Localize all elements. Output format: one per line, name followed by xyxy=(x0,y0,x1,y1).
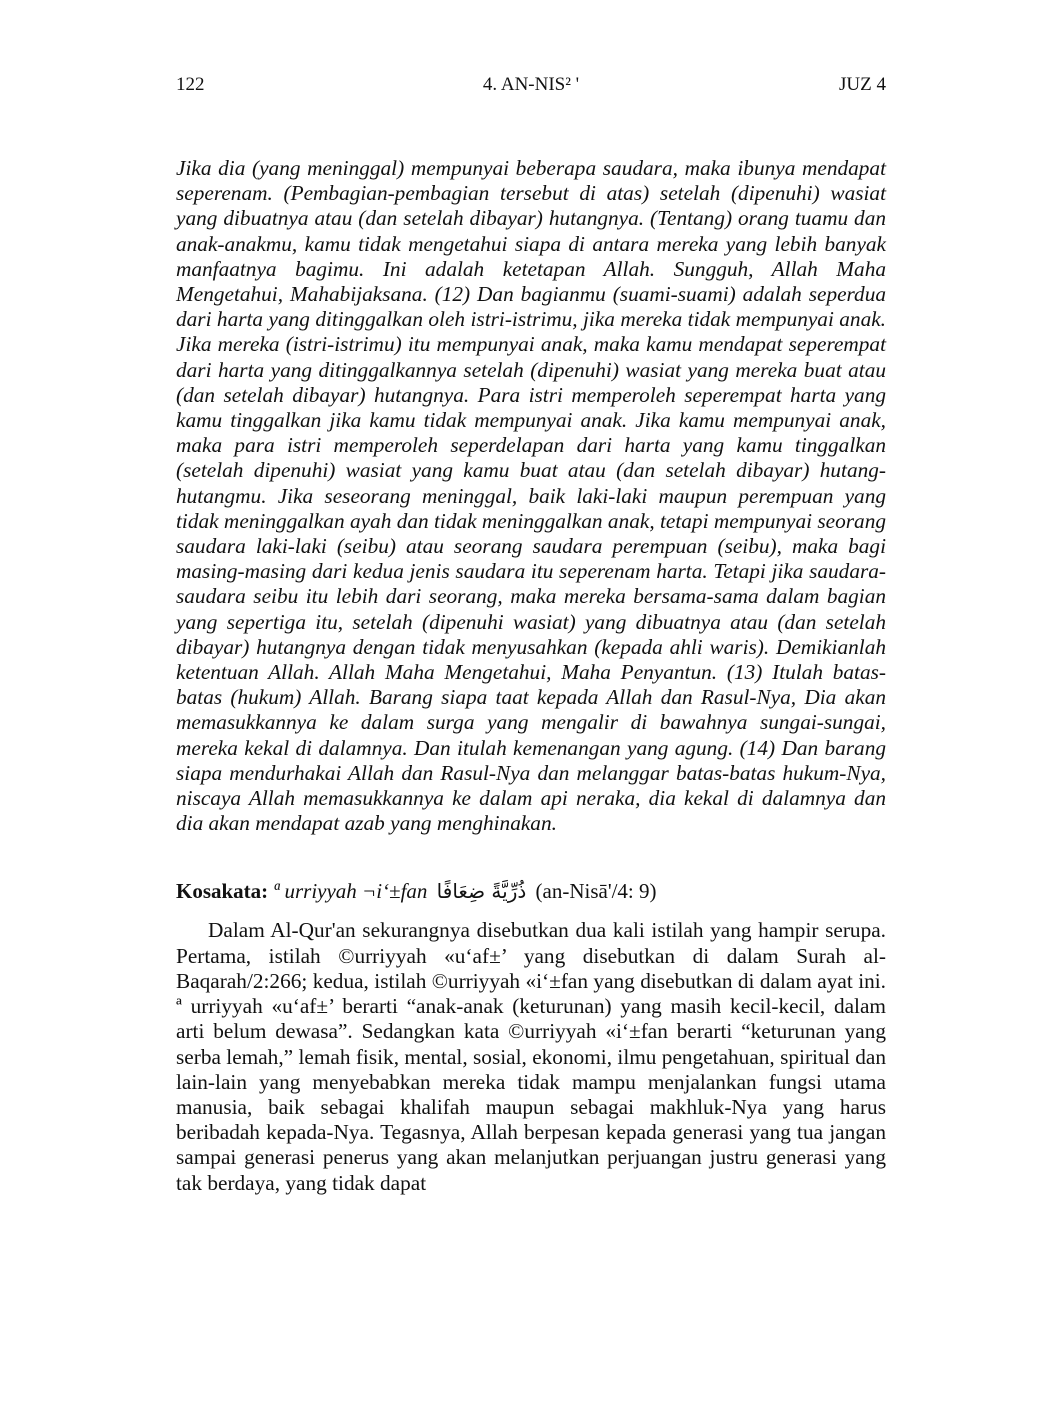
kosakata-heading xyxy=(176,876,886,906)
kosakata-arabic-term: ذُرِّيَّةً ضِعَافًا xyxy=(436,879,527,904)
juz-label: JUZ 4 xyxy=(839,74,886,95)
commentary-paragraph: Dalam Al-Qur'an sekurangnya disebutkan dua kali istilah yang hampir serupa. Pertama, istilah ©urriyyah «u‘af±’ yang disebutkan di dalam Surah al-Baqarah/2:266; kedua, istilah ©urriyyah «i‘±fan yang disebutkan di dalam ayat ini. ª urriyyah «u‘af±’ berarti “anak-anak (keturunan) yang masih kecil-kecil, dalam arti belum dewasa”. Sedangkan kata ©urriyyah «i‘±fan berarti “keturunan yang serba lemah,” lemah fisik, mental, sosial, ekonomi, ilmu pengetahuan, spiritual dan lain-lain yang menyebabkan mereka tidak mampu menjalankan fungsi utama manusia, baik sebagai khalifah maupun sebagai makhluk-Nya yang harus beribadah kepada-Nya. Tegasnya, Allah berpesan kepada generasi yang tua jangan sampai generasi penerus yang akan melanjutkan perjuangan justru generasi yang tak berdaya, yang tidak dapat xyxy=(176,918,886,1195)
translation-paragraph: Jika dia (yang meninggal) mempunyai beberapa saudara, maka ibunya mendapat seperenam. (Pembagian-pembagian tersebut di atas) setelah (dipenuhi) wasiat yang dibuatnya atau (dan setelah dibayar) hutangnya. (Tentang) orang tuamu dan anak-anakmu, kamu tidak mengetahui siapa di antara mereka yang lebih banyak manfaatnya bagimu. Ini adalah ketetapan Allah. Sungguh, Allah Maha Mengetahui, Mahabijaksana. (12) Dan bagianmu (suami-suami) adalah seperdua dari harta yang ditinggalkan oleh istri-istrimu, jika mereka tidak mempunyai anak. Jika mereka (istri-istrimu) itu mempunyai anak, maka kamu mendapat seperempat dari harta yang ditinggalkannya setelah (dipenuhi) wasiat yang mereka buat atau (dan setelah dibayar) hutangnya. Para istri memperoleh seperempat harta yang kamu tinggalkan jika kamu tidak mempunyai anak. Jika kamu mempunyai anak, maka para istri memperoleh seperdelapan dari harta yang kamu tinggalkan (setelah dipenuhi) wasiat yang kamu buat atau (dan setelah dibayar) hutang-hutangmu. Jika seseorang meninggal, baik laki-laki maupun perempuan yang tidak meninggalkan ayah dan tidak meninggalkan anak, tetapi mempunyai seorang saudara laki-laki (seibu) atau seorang saudara perempuan (seibu), maka bagi masing-masing dari kedua jenis saudara itu seperenam harta. Tetapi jika saudara-saudara seibu itu lebih dari seorang, maka mereka bersama-sama dalam bagian yang sepertiga itu, setelah (dipenuhi wasiat) yang dibuatnya atau (dan setelah dibayar) hutangnya dengan tidak menyusahkan (kepada ahli waris). Demikianlah ketentuan Allah. Allah Maha Mengetahui, Maha Penyantun. (13) Itulah batas-batas (hukum) Allah. Barang siapa taat kepada Allah dan Rasul-Nya, Dia akan memasukkannya ke dalam surga yang mengalir di bawahnya sungai-sungai, mereka kekal di dalamnya. Dan itulah kemenangan yang agung. (14) Dan barang siapa mendurhakai Allah dan Rasul-Nya dan melanggar batas-batas hukum-Nya, niscaya Allah memasukkannya ke dalam api neraka, dia kekal di dalamnya dan dia akan mendapat azab yang menghinakan. xyxy=(176,156,886,836)
page-number: 122 xyxy=(176,74,205,95)
kosakata-reference: (an-Nisā'/4: 9) xyxy=(535,879,657,904)
running-header xyxy=(176,70,886,100)
verse-translation xyxy=(176,156,886,836)
commentary xyxy=(176,918,886,1195)
kosakata-transliteration: ª urriyyah ¬i‘±fan xyxy=(273,879,428,904)
kosakata-label: Kosakata: xyxy=(176,879,269,904)
book-page xyxy=(176,70,886,1196)
chapter-title: 4. AN-NIS² ' xyxy=(482,74,580,95)
